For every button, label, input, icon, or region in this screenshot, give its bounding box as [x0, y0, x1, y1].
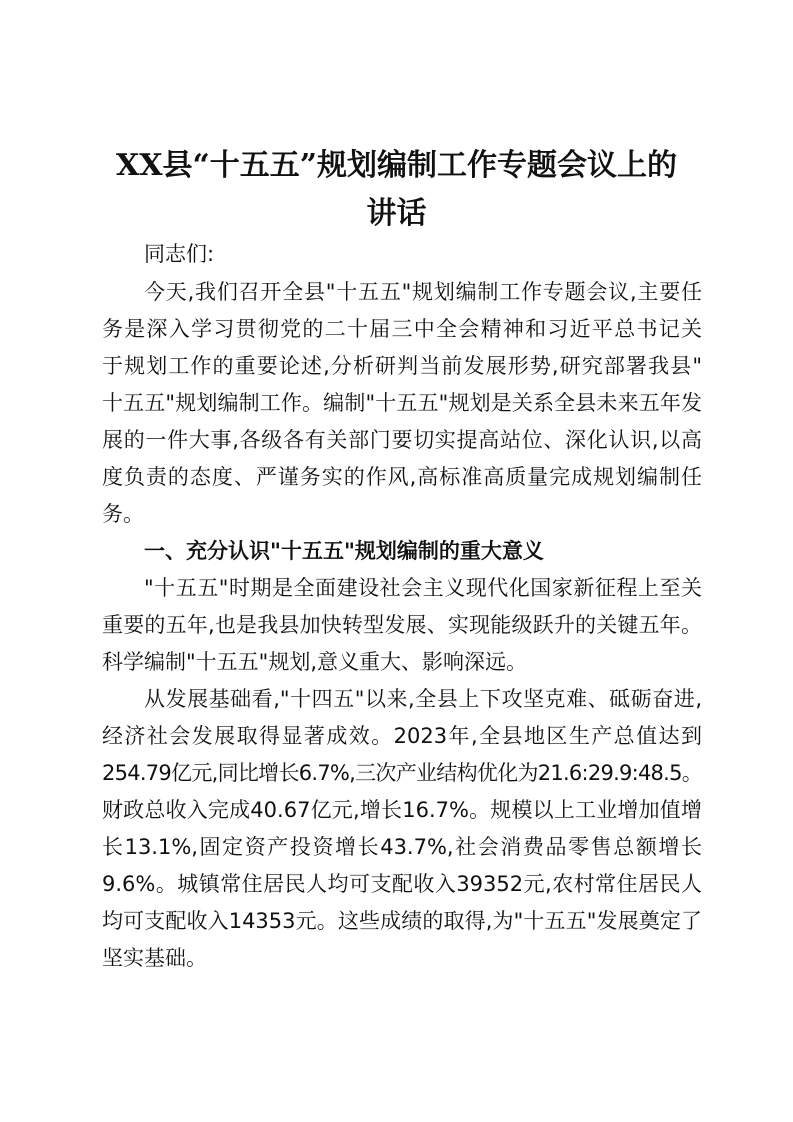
- paragraph-1-line: 度负责的态度、严谨务实的作风,高标准高质量完成规划编制任: [102, 465, 702, 489]
- paragraph-2-line: 重要的五年,也是我县加快转型发展、实现能级跃升的关键五年。: [102, 613, 702, 637]
- paragraph-3-line: 财政总收入完成40.67亿元,增长16.7%。规模以上工业增加值增: [102, 798, 702, 822]
- paragraph-3-line: 经济社会发展取得显著成效。2023年,全县地区生产总值达到: [102, 724, 702, 748]
- paragraph-3-line: 254.79亿元,同比增长6.7%,三次产业结构优化为21.6:29.9:48.5。: [102, 761, 702, 785]
- paragraph-1-line: 今天,我们召开全县"十五五"规划编制工作专题会议,主要任: [144, 280, 702, 304]
- paragraph-2-line: "十五五"时期是全面建设社会主义现代化国家新征程上至关: [144, 576, 702, 600]
- paragraph-2-line: 科学编制"十五五"规划,意义重大、影响深远。: [102, 650, 527, 674]
- paragraph-3-line: 长13.1%,固定资产投资增长43.7%,社会消费品零售总额增长: [102, 835, 702, 859]
- document-title-line-1: XX县“十五五”规划编制工作专题会议上的: [115, 148, 678, 183]
- paragraph-1-line: 展的一件大事,各级各有关部门要切实提高站位、深化认识,以高: [102, 428, 702, 452]
- section-heading-1: 一、充分认识"十五五"规划编制的重大意义: [144, 539, 544, 563]
- paragraph-1-line: 务。: [102, 502, 144, 526]
- paragraph-1-line: 于规划工作的重要论述,分析研判当前发展形势,研究部署我县": [102, 354, 702, 378]
- paragraph-3-line: 均可支配收入14353元。这些成绩的取得,为"十五五"发展奠定了: [102, 909, 702, 933]
- paragraph-1-line: 十五五"规划编制工作。编制"十五五"规划是关系全县未来五年发: [102, 391, 702, 415]
- paragraph-3-line: 从发展基础看,"十四五"以来,全县上下攻坚克难、砥砺奋进,: [144, 687, 702, 711]
- salutation: 同志们:: [144, 242, 215, 266]
- paragraph-3-line: 9.6%。城镇常住居民人均可支配收入39352元,农村常住居民人: [102, 872, 702, 896]
- document-title-line-2: 讲话: [366, 196, 427, 231]
- paragraph-3-line: 坚实基础。: [102, 946, 207, 970]
- paragraph-1-line: 务是深入学习贯彻党的二十届三中全会精神和习近平总书记关: [102, 317, 702, 341]
